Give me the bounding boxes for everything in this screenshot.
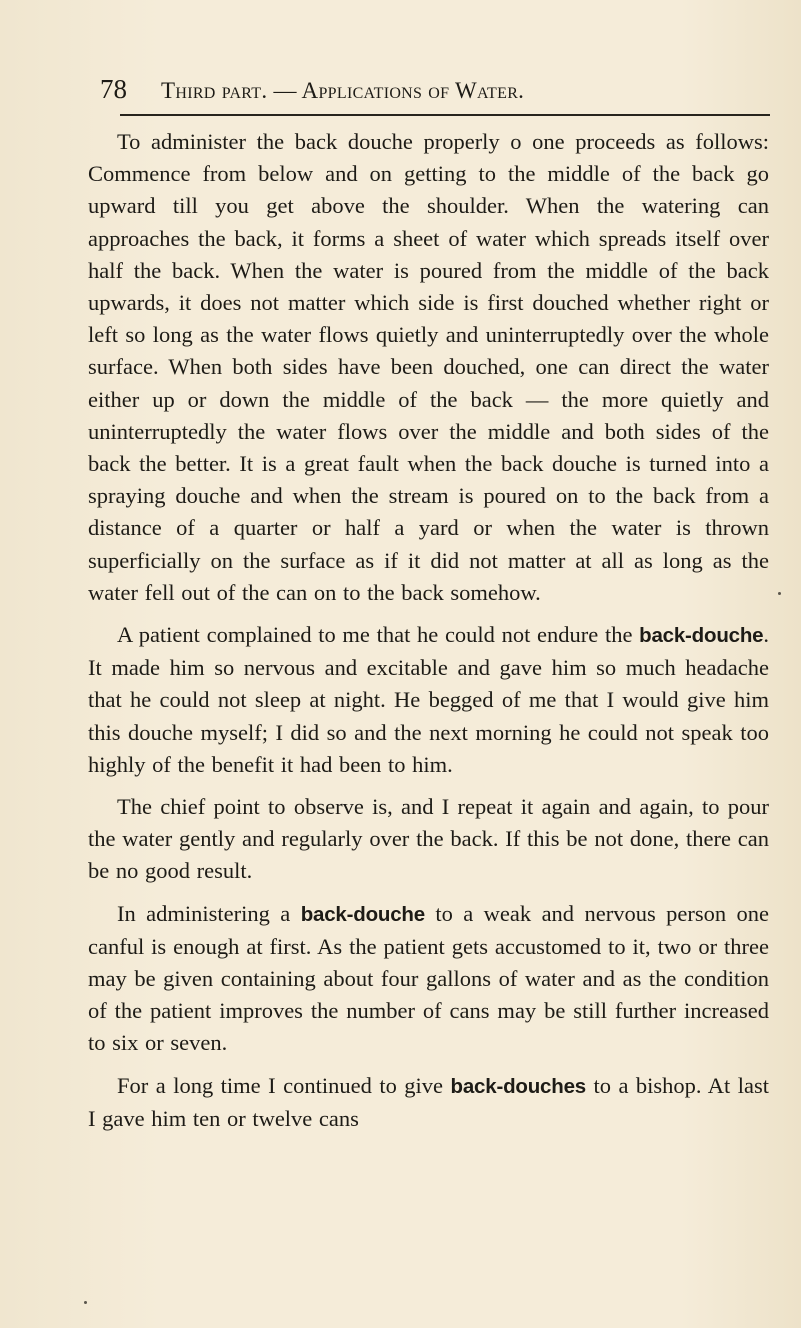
paragraph <box>88 898 769 1060</box>
paragraph <box>88 791 769 888</box>
running-head-title: Third part. — Applications of Water. <box>161 78 525 103</box>
paragraph <box>88 126 769 609</box>
paragraph <box>88 619 769 781</box>
text-run: The chief point to observe is, and I repeat it again and again, to pour the water gently and regularly over the back. If this be not done, there can be no good result. <box>88 794 769 884</box>
text-run: In administering a <box>117 900 301 926</box>
page-number: 78 <box>100 74 127 104</box>
text-run: A patient complained to me that he could not endure the <box>117 622 640 648</box>
paragraph <box>88 1070 769 1135</box>
margin-speck <box>778 592 781 595</box>
bold-term: back-douche <box>300 902 425 926</box>
margin-speck <box>84 1301 87 1304</box>
text-run: For a long time I continued to give <box>117 1072 451 1098</box>
text-run: . It made him so nervous and excitable and gave him so much headache that he could not sleep at night. He begged of me that I would give him this douche myself; I did so and the next morning he could not speak too highly of the benefit it had been to him. <box>88 622 769 777</box>
text-run: To administer the back douche properly o one proceeds as follows: Commence from below and on getting to the middle of the back go upward till you get above the shoulder. When the watering can approaches the back, it forms a sheet of water which spreads itself over half the back. When the water is poured from the middle of the back upwards, it does not matter which side is first douched whether right or left so long as the water flows quietly and uninterruptedly over the whole surface. When both sides have been douched, one can direct the water either up or down the middle of the back — the more quietly and uninterruptedly the water flows over the middle and both sides of the back the better. It is a great fault when the back douche is turned into a spraying douche and when the stream is poured on to the back from a distance of a quarter or half a yard or when the water is thrown superficially on the surface as if it did not matter at all as long as the water fell out of the can on to the back somehow. <box>88 129 769 605</box>
body-text <box>88 126 769 1145</box>
bold-term: back-douches <box>450 1074 586 1098</box>
header-rule <box>120 114 770 116</box>
bold-term: back-douche <box>639 624 764 648</box>
text-run: to a bishop. At last I gave him ten or twelve cans <box>88 1072 769 1131</box>
text-run: to a weak and nervous person one canful is enough at first. As the patient gets accustomed to it, two or three may be given containing about four gallons of water and as the condition of the patient improves the number of cans may be still further increased to six or seven. <box>88 900 769 1056</box>
running-head <box>100 74 760 110</box>
